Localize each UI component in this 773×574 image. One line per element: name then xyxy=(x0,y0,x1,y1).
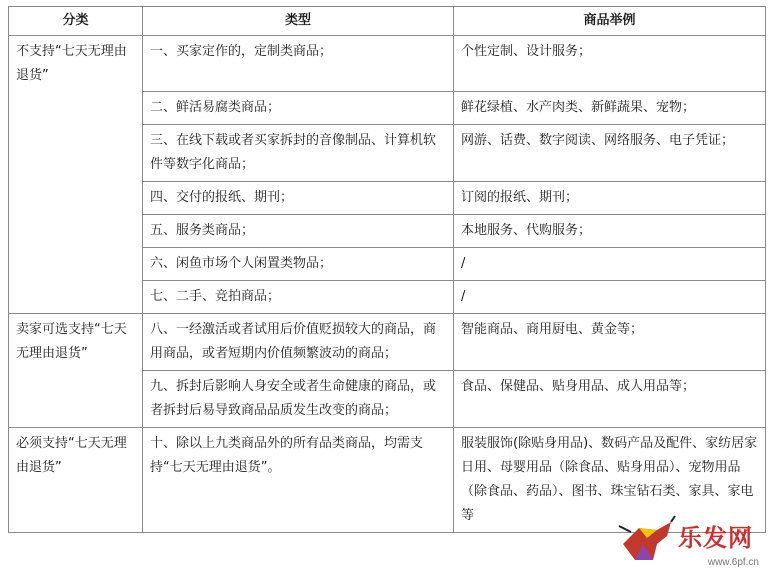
header-row xyxy=(9,7,766,36)
example-cell: 食品、保健品、贴身用品、成人用品等； xyxy=(454,371,766,428)
category-cell: 不支持“七天无理由退货” xyxy=(9,36,143,314)
header-type: 类型 xyxy=(143,7,454,36)
example-cell: 本地服务、代购服务； xyxy=(454,215,766,248)
type-cell: 五、服务类商品； xyxy=(143,215,454,248)
header-examples: 商品举例 xyxy=(454,7,766,36)
example-cell: / xyxy=(454,248,766,281)
example-cell: 鲜花绿植、水产肉类、新鲜蔬果、宠物； xyxy=(454,92,766,125)
type-cell: 七、二手、竞拍商品； xyxy=(143,281,454,314)
type-cell: 四、交付的报纸、期刊； xyxy=(143,182,454,215)
ox-logo-icon xyxy=(617,514,677,566)
type-cell: 十、除以上九类商品外的所有品类商品，均需支持“七天无理由退货”。 xyxy=(143,428,454,533)
example-cell: / xyxy=(454,281,766,314)
example-cell: 服装服饰(除贴身用品)、数码产品及配件、家纺居家日用、母婴用品（除食品、贴身用品）、宠物用品（除食品、药品）、图书、珠宝钻石类、家具、家电等 xyxy=(454,428,766,533)
example-cell: 订阅的报纸、期刊； xyxy=(454,182,766,215)
watermark-url: www.6pf.cn xyxy=(707,557,759,568)
example-cell: 网游、话费、数字阅读、网络服务、电子凭证； xyxy=(454,125,766,182)
table-row xyxy=(9,314,766,371)
table-row xyxy=(9,36,766,92)
type-cell: 六、闲鱼市场个人闲置类物品； xyxy=(143,248,454,281)
header-category: 分类 xyxy=(9,7,143,36)
example-cell: 智能商品、商用厨电、黄金等； xyxy=(454,314,766,371)
return-policy-table xyxy=(8,6,766,533)
type-cell: 九、拆封后影响人身安全或者生命健康的商品，或者拆封后易导致商品品质发生改变的商品； xyxy=(143,371,454,428)
type-cell: 二、鲜活易腐类商品； xyxy=(143,92,454,125)
type-cell: 八、一经激活或者试用后价值贬损较大的商品，商用商品，或者短期内价值频繁波动的商品； xyxy=(143,314,454,371)
watermark-text: 乐发网 xyxy=(678,523,753,552)
example-cell: 个性定制、设计服务； xyxy=(454,36,766,92)
type-cell: 三、在线下载或者买家拆封的音像制品、计算机软件等数字化商品； xyxy=(143,125,454,182)
site-watermark xyxy=(617,510,767,570)
category-cell: 必须支持“七天无理由退货” xyxy=(9,428,143,533)
category-cell: 卖家可选支持“七天无理由退货” xyxy=(9,314,143,428)
type-cell: 一、买家定作的，定制类商品； xyxy=(143,36,454,92)
